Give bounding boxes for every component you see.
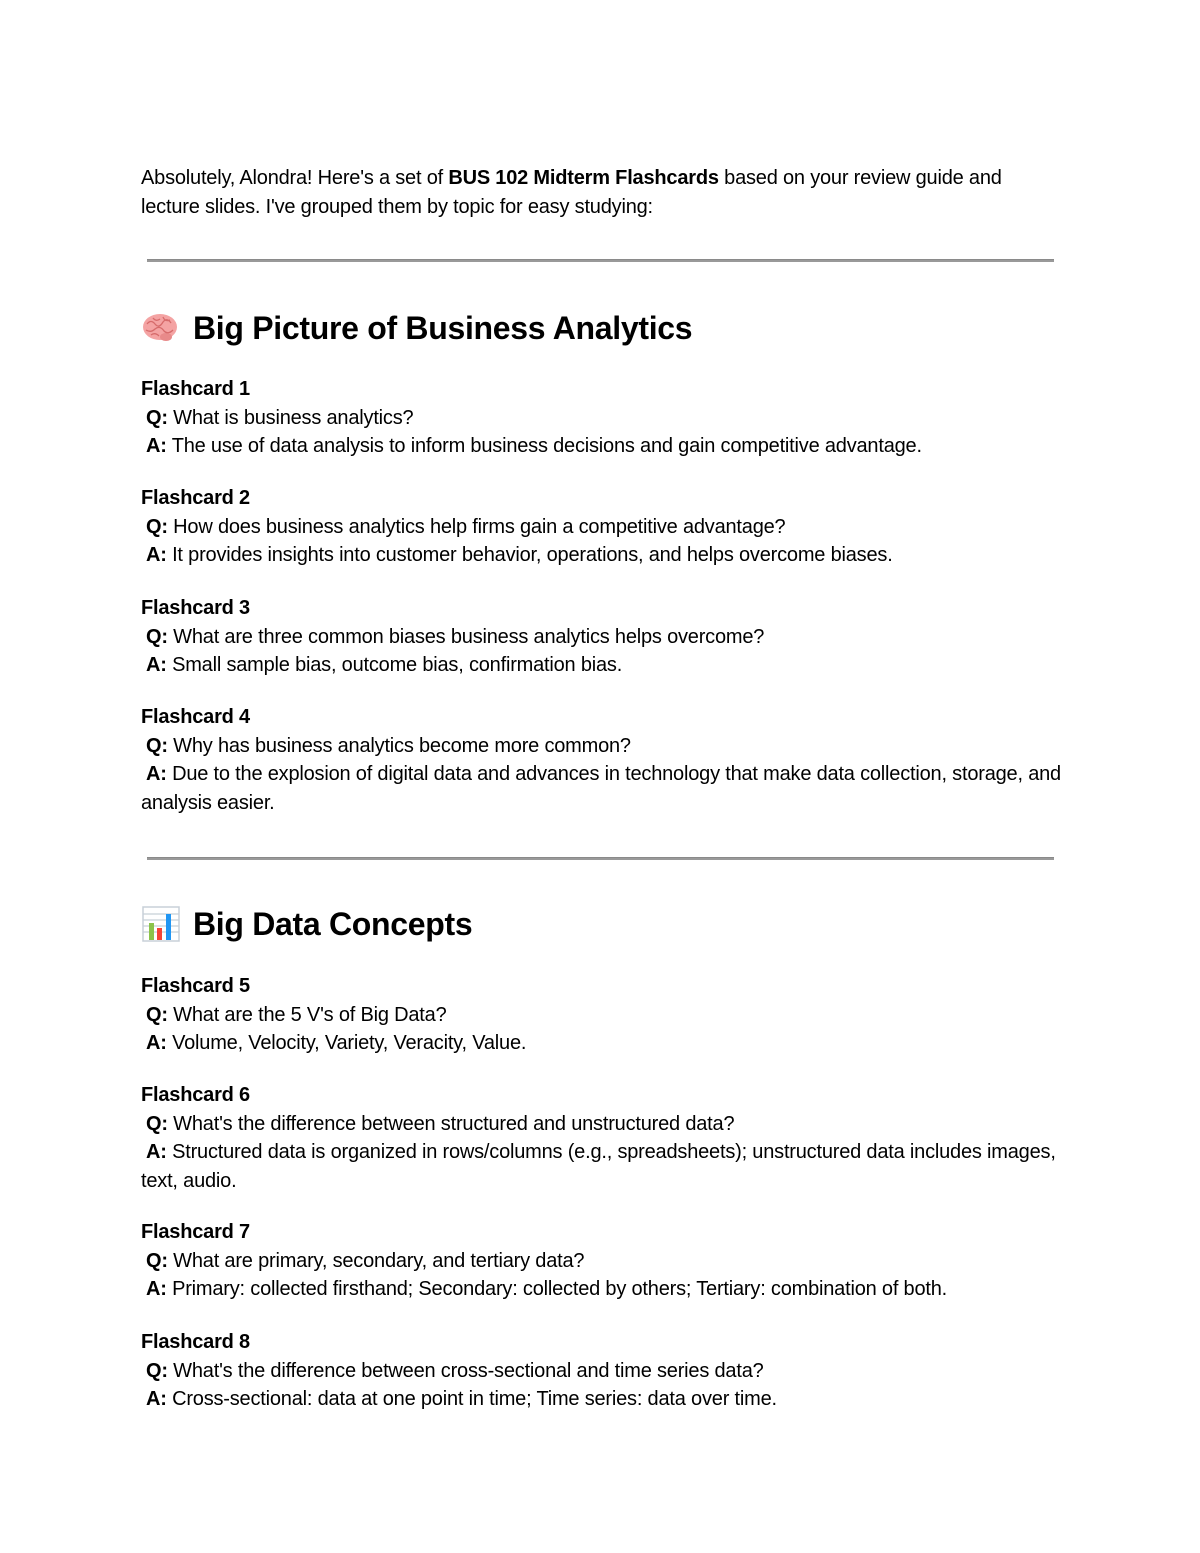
- flashcard-question: Q: What's the difference between cross-sectional and time series data?: [146, 1359, 764, 1382]
- flashcard-1: [141, 375, 1061, 461]
- flashcard-answer: A: The use of data analysis to inform business decisions and gain competitive advantage.: [146, 435, 922, 458]
- flashcard-6: [141, 1081, 1061, 1196]
- brain-icon: [141, 310, 181, 346]
- intro-text-before: Absolutely, Alondra! Here's a set of: [141, 167, 449, 189]
- flashcard-question: Q: What are primary, secondary, and tertiary data?: [146, 1249, 585, 1272]
- flashcard-question: Q: What are three common biases business analytics helps overcome?: [146, 625, 765, 648]
- flashcard-2: [141, 484, 1061, 570]
- flashcard-title: Flashcard 3: [141, 597, 250, 619]
- flashcard-3: [141, 594, 1061, 680]
- flashcard-answer: A: Primary: collected firsthand; Secondary: collected by others; Tertiary: combination of both.: [146, 1278, 948, 1301]
- flashcard-answer: A: Small sample bias, outcome bias, confirmation bias.: [146, 654, 623, 677]
- section-heading-big-data: [141, 904, 472, 944]
- flashcard-7: [141, 1218, 1061, 1304]
- flashcard-8: [141, 1328, 1061, 1414]
- flashcard-answer: A: Cross-sectional: data at one point in time; Time series: data over time.: [146, 1388, 777, 1411]
- flashcard-question: Q: How does business analytics help firms gain a competitive advantage?: [146, 515, 786, 538]
- intro-paragraph: [141, 164, 1061, 222]
- flashcard-title: Flashcard 2: [141, 487, 250, 509]
- flashcard-answer: A: Structured data is organized in rows/columns (e.g., spreadsheets); unstructured data includes images, text, audio.: [141, 1141, 1056, 1193]
- horizontal-rule: [147, 259, 1054, 262]
- flashcard-title: Flashcard 4: [141, 706, 250, 728]
- flashcard-question: Q: What's the difference between structured and unstructured data?: [146, 1112, 735, 1135]
- intro-bold-title: BUS 102 Midterm Flashcards: [448, 167, 719, 189]
- section-title-text: Big Picture of Business Analytics: [193, 310, 693, 346]
- flashcard-title: Flashcard 6: [141, 1084, 250, 1106]
- flashcard-answer: A: Volume, Velocity, Variety, Veracity, Value.: [146, 1032, 527, 1055]
- section-heading-big-picture: [141, 308, 692, 348]
- flashcard-answer: A: Due to the explosion of digital data and advances in technology that make data collection, storage, and analysis easier.: [141, 763, 1061, 815]
- flashcard-4: [141, 703, 1061, 818]
- section-title-text: Big Data Concepts: [193, 906, 473, 942]
- horizontal-rule: [147, 857, 1054, 860]
- bar-chart-icon: [141, 906, 181, 942]
- intro-text-after: based on your review guide and lecture slides. I've grouped them by topic for easy studying:: [141, 167, 1002, 218]
- flashcard-title: Flashcard 1: [141, 378, 250, 400]
- flashcard-question: Q: What is business analytics?: [146, 406, 414, 429]
- flashcard-answer: A: It provides insights into customer behavior, operations, and helps overcome biases.: [146, 544, 893, 567]
- flashcard-question: Q: Why has business analytics become more common?: [146, 734, 631, 757]
- flashcard-title: Flashcard 5: [141, 975, 250, 997]
- flashcard-title: Flashcard 8: [141, 1331, 250, 1353]
- flashcard-5: [141, 972, 1061, 1058]
- flashcard-title: Flashcard 7: [141, 1221, 250, 1243]
- flashcard-question: Q: What are the 5 V's of Big Data?: [146, 1003, 447, 1026]
